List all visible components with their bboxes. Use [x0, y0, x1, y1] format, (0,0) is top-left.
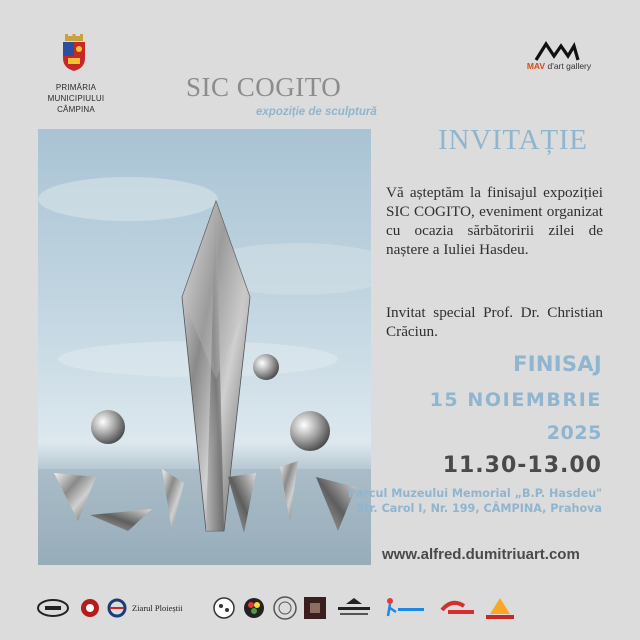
gallery-name — [504, 61, 614, 71]
event-location-line-1: Parcul Muzeului Memorial „B.P. Hasdeu" — [347, 487, 602, 500]
exhibition-title: SIC COGITO — [186, 72, 342, 102]
invitation-paragraph-2: Invitat special Prof. Dr. Christian Crăciun. — [386, 304, 603, 340]
colorful-circle-sponsor-logo-icon — [242, 594, 266, 622]
invitation-heading: INVITAȚIE — [438, 124, 588, 156]
event-time: 11.30-13.00 — [442, 453, 602, 478]
exhibition-subtitle: expoziție de sculptură — [256, 106, 377, 118]
city-crest-icon — [60, 34, 88, 72]
round-red-sponsor-logo-icon — [78, 594, 102, 622]
portal-sponsor-logo-icon — [482, 594, 518, 622]
figure-sponsor-logo-icon — [382, 594, 426, 622]
domeniul-cantacuzino-logo-icon — [332, 594, 376, 622]
event-label: FINISAJ — [513, 352, 602, 376]
mav-mountain-logo-icon — [534, 40, 580, 62]
seal-sponsor-logo-icon — [272, 594, 298, 622]
sculpture-photo — [38, 129, 371, 565]
gallery-brand: MAV — [526, 61, 546, 71]
sponsor-strip — [36, 594, 616, 622]
website-link[interactable]: www.alfred.dumitriuart.com — [382, 546, 580, 563]
oval-sponsor-logo-icon — [36, 594, 70, 622]
invitation-paragraph-1: Vă așteptăm la finisajul expoziției SIC COGITO, eveniment organizat cu ocazia sărbătoririi zilei de naștere a Iuliei Hasdeu. — [386, 184, 603, 258]
dark-square-sponsor-logo-icon — [302, 594, 328, 622]
red-swoosh-sponsor-logo-icon — [438, 594, 478, 622]
event-location-line-2: Str. Carol I, Nr. 199, CÂMPINA, Prahova — [356, 502, 602, 515]
gallery-suffix: d'art gallery — [545, 61, 592, 71]
sponsor-name: Ziarul Ploieștii — [132, 603, 183, 613]
municipality-name: PRIMĂRIA MUNICIPIULUI CÂMPINA — [47, 83, 105, 114]
event-date: 15 NOIEMBRIE — [429, 389, 602, 411]
circle-dots-sponsor-logo-icon — [212, 594, 236, 622]
event-year: 2025 — [546, 422, 602, 444]
swirl-sponsor-logo-icon — [106, 594, 128, 622]
ziarul-ploiestii-logo-icon — [132, 594, 183, 622]
